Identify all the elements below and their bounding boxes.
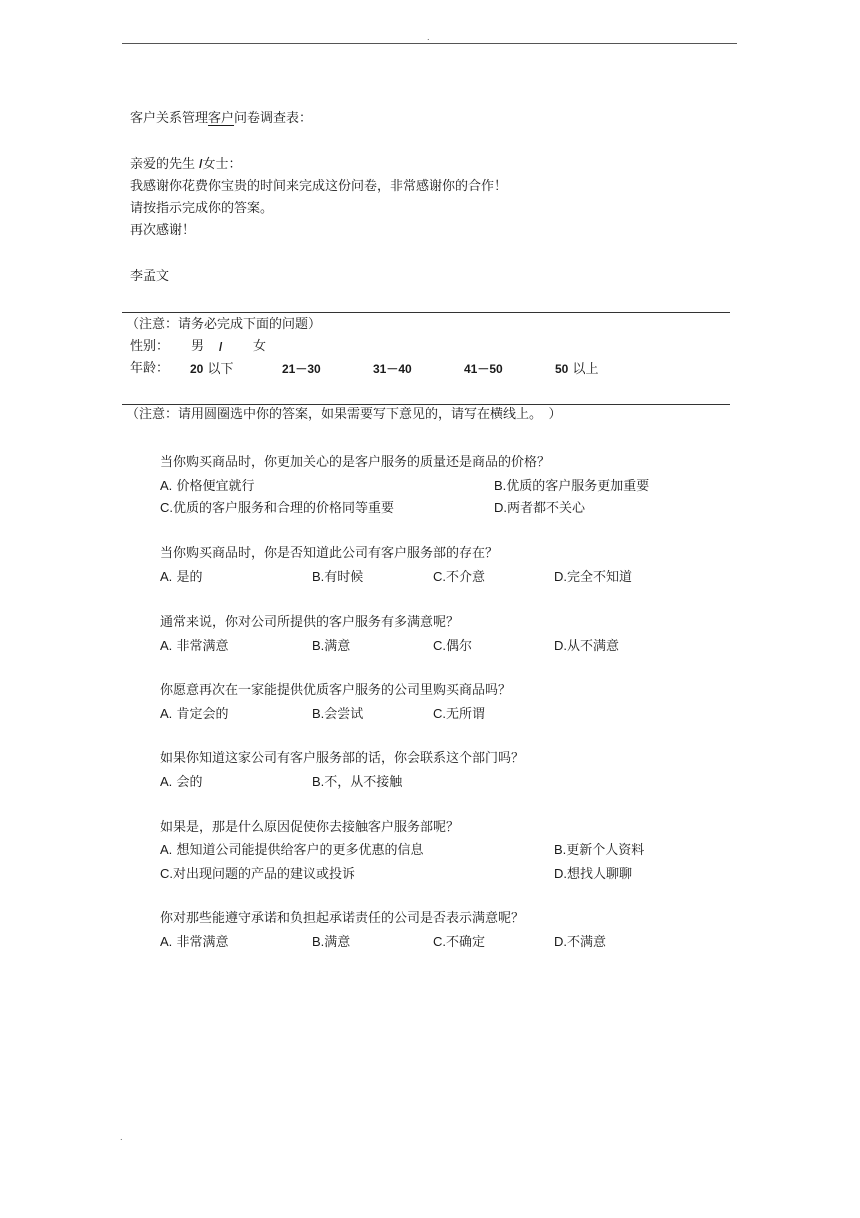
option-text: 想找人聊聊 bbox=[567, 867, 633, 882]
option-text: 想知道公司能提供给客户的更多优惠的信息 bbox=[176, 843, 424, 858]
option-text: 不满意 bbox=[567, 935, 607, 950]
option-key: B. bbox=[312, 706, 325, 721]
option-text: 更新个人资料 bbox=[566, 843, 645, 858]
gender-slash: / bbox=[219, 340, 223, 354]
section-rule bbox=[122, 312, 730, 313]
option-key: B. bbox=[312, 569, 325, 584]
greeting-text: 亲爱的先生 bbox=[130, 157, 200, 172]
age-option[interactable] bbox=[282, 361, 321, 378]
answer-option[interactable] bbox=[312, 569, 363, 586]
question-text: 如果是，那是什么原因促使你去接触客户服务部呢？ bbox=[160, 820, 460, 835]
title-underlined-text: 客户 bbox=[208, 111, 235, 126]
section-rule bbox=[122, 404, 730, 405]
answer-option[interactable] bbox=[312, 706, 363, 723]
age-option-number: 31－40 bbox=[373, 362, 412, 376]
option-key: C. bbox=[160, 500, 173, 515]
option-text: 满意 bbox=[324, 639, 351, 654]
option-key: B. bbox=[494, 478, 507, 493]
option-text: 价格便宜就行 bbox=[176, 479, 255, 494]
age-option-suffix: 以上 bbox=[572, 362, 599, 377]
option-text: 非常满意 bbox=[176, 639, 229, 654]
question-text: 你对那些能遵守承诺和负担起承诺责任的公司是否表示满意呢？ bbox=[160, 911, 525, 926]
greeting-suffix: 女士： bbox=[202, 157, 242, 172]
intro-line: 我感谢你花费你宝贵的时间来完成这份问卷，非常感谢你的合作！ bbox=[130, 179, 508, 194]
greeting bbox=[130, 156, 242, 173]
age-option-number: 21－30 bbox=[282, 362, 321, 376]
option-text: 两者都不关心 bbox=[507, 501, 586, 516]
question-text: 通常来说，你对公司所提供的客户服务有多满意呢？ bbox=[160, 615, 460, 630]
answer-option[interactable] bbox=[554, 934, 606, 951]
answer-option[interactable] bbox=[554, 569, 632, 586]
age-option[interactable] bbox=[464, 361, 503, 378]
page-title bbox=[130, 111, 312, 127]
age-option[interactable] bbox=[373, 361, 412, 378]
answer-option[interactable] bbox=[433, 706, 485, 723]
option-key: A. bbox=[160, 774, 173, 789]
answer-option[interactable] bbox=[433, 569, 485, 586]
option-text: 优质的客户服务和合理的价格同等重要 bbox=[173, 501, 395, 516]
answer-option[interactable] bbox=[312, 774, 402, 791]
answer-option[interactable] bbox=[160, 706, 228, 723]
answer-option[interactable] bbox=[312, 934, 350, 951]
answer-option[interactable] bbox=[160, 866, 355, 883]
option-text: 非常满意 bbox=[176, 935, 229, 950]
option-text: 对出现问题的产品的建议或投诉 bbox=[173, 867, 356, 882]
option-key: C. bbox=[160, 866, 173, 881]
option-key: B. bbox=[312, 774, 325, 789]
intro-line: 请按指示完成你的答案。 bbox=[130, 201, 274, 216]
age-option[interactable] bbox=[555, 361, 599, 378]
option-key: D. bbox=[554, 638, 567, 653]
question-text: 如果你知道这家公司有客户服务部的话，你会联系这个部门吗？ bbox=[160, 751, 525, 766]
option-text: 不确定 bbox=[446, 935, 486, 950]
answer-option[interactable] bbox=[160, 500, 394, 517]
option-key: A. bbox=[160, 842, 173, 857]
option-key: D. bbox=[554, 934, 567, 949]
option-text: 会的 bbox=[176, 775, 203, 790]
age-option-number: 41－50 bbox=[464, 362, 503, 376]
option-key: A. bbox=[160, 478, 173, 493]
age-option-number: 50 bbox=[555, 362, 569, 376]
option-key: B. bbox=[312, 934, 325, 949]
answer-option[interactable] bbox=[433, 638, 472, 655]
option-key: A. bbox=[160, 638, 173, 653]
option-key: B. bbox=[554, 842, 567, 857]
option-text: 肯定会的 bbox=[176, 707, 229, 722]
answer-option[interactable] bbox=[312, 638, 350, 655]
option-key: C. bbox=[433, 934, 446, 949]
header-mark: . bbox=[427, 33, 430, 42]
title-suffix: 问卷调查表： bbox=[234, 111, 313, 126]
answer-option[interactable] bbox=[160, 638, 228, 655]
option-text: 会尝试 bbox=[324, 707, 364, 722]
gender-option-female[interactable]: 女 bbox=[253, 339, 267, 354]
footer-mark: . bbox=[120, 1133, 123, 1142]
option-key: C. bbox=[433, 569, 446, 584]
option-text: 不，从不接触 bbox=[324, 775, 403, 790]
answer-option[interactable] bbox=[554, 638, 619, 655]
answer-option[interactable] bbox=[160, 569, 202, 586]
question-text: 当你购买商品时，你是否知道此公司有客户服务部的存在？ bbox=[160, 546, 499, 561]
answer-option[interactable] bbox=[554, 842, 644, 859]
gender-label: 性别： bbox=[130, 339, 170, 354]
option-key: A. bbox=[160, 569, 173, 584]
option-key: B. bbox=[312, 638, 325, 653]
option-text: 不介意 bbox=[446, 570, 486, 585]
signature: 李孟文 bbox=[130, 269, 170, 284]
age-option-suffix: 以下 bbox=[207, 362, 234, 377]
option-key: C. bbox=[433, 638, 446, 653]
age-option-number: 20 bbox=[190, 362, 204, 376]
age-option[interactable] bbox=[190, 361, 234, 378]
question-text: 当你购买商品时，你更加关心的是客户服务的质量还是商品的价格？ bbox=[160, 455, 551, 470]
option-key: A. bbox=[160, 706, 173, 721]
option-text: 无所谓 bbox=[446, 707, 486, 722]
answer-option[interactable] bbox=[554, 866, 632, 883]
option-text: 是的 bbox=[176, 570, 203, 585]
answer-option[interactable] bbox=[494, 478, 649, 495]
answer-option[interactable] bbox=[160, 478, 254, 495]
header-rule bbox=[122, 43, 737, 44]
option-text: 从不满意 bbox=[567, 639, 620, 654]
question-text: 你愿意再次在一家能提供优质客户服务的公司里购买商品吗？ bbox=[160, 683, 512, 698]
notice-instructions: （注意：请用圆圈选中你的答案，如果需要写下意见的，请写在横线上。 ） bbox=[126, 407, 562, 422]
option-key: D. bbox=[554, 866, 567, 881]
notice-required: （注意：请务必完成下面的问题） bbox=[126, 317, 322, 332]
option-text: 优质的客户服务更加重要 bbox=[506, 479, 650, 494]
answer-option[interactable] bbox=[494, 500, 585, 517]
answer-option[interactable] bbox=[160, 774, 202, 791]
option-text: 满意 bbox=[324, 935, 351, 950]
option-key: D. bbox=[554, 569, 567, 584]
title-text: 客户关系管理 bbox=[130, 111, 209, 126]
option-text: 偶尔 bbox=[446, 639, 473, 654]
option-text: 有时候 bbox=[324, 570, 364, 585]
option-key: D. bbox=[494, 500, 507, 515]
intro-line: 再次感谢！ bbox=[130, 223, 196, 238]
gender-option-male[interactable]: 男 bbox=[191, 339, 205, 354]
answer-option[interactable] bbox=[160, 842, 423, 859]
option-key: C. bbox=[433, 706, 446, 721]
greeting-slash: / bbox=[199, 157, 203, 171]
option-key: A. bbox=[160, 934, 173, 949]
option-text: 完全不知道 bbox=[567, 570, 633, 585]
answer-option[interactable] bbox=[433, 934, 485, 951]
age-label: 年龄： bbox=[130, 361, 170, 376]
answer-option[interactable] bbox=[160, 934, 228, 951]
